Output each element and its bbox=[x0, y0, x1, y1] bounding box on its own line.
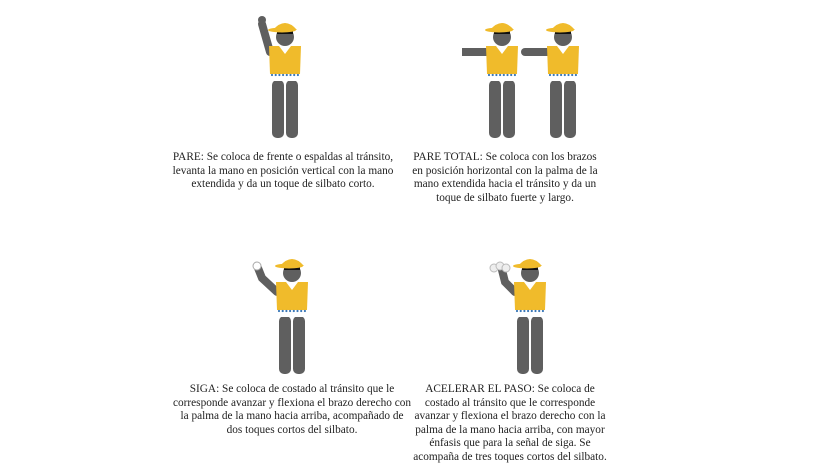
officer-pare bbox=[262, 23, 301, 138]
signal-caption-pare: PARE: Se coloca de frente o espaldas al tránsito, levanta la mano en posición vertical con la mano extendida y da un toque de silbato corto. bbox=[172, 151, 394, 191]
officer-siga bbox=[258, 259, 308, 374]
officer-pare-total-side bbox=[525, 23, 579, 138]
hand-icon bbox=[253, 262, 261, 270]
officer-acelerar-el-paso bbox=[502, 259, 546, 374]
signal-caption-acelerar-el-paso: ACELERAR EL PASO: Se coloca de costado al tránsito que le corresponde avanzar y flexiona el brazo derecho con la palma de la mano hacia arriba, con mayor énfasis que para la señal de siga. Se acompaña de tres toques cortos del silbato. bbox=[413, 383, 607, 463]
hand-icon bbox=[458, 47, 462, 57]
officer-pare-total-front bbox=[462, 23, 518, 138]
hand-motion-icon bbox=[502, 264, 510, 272]
signal-caption-siga: SIGA: Se coloca de costado al tránsito que le corresponde avanzar y flexiona el brazo derecho con la palma de la mano hacia arriba, acompañado de dos toques cortos del silbato. bbox=[172, 383, 412, 436]
signal-caption-pare-total: PARE TOTAL: Se coloca con los brazos en posición horizontal con la palma de la mano extendida hacia el tránsito y da un toque de silbato fuerte y largo. bbox=[412, 151, 598, 204]
